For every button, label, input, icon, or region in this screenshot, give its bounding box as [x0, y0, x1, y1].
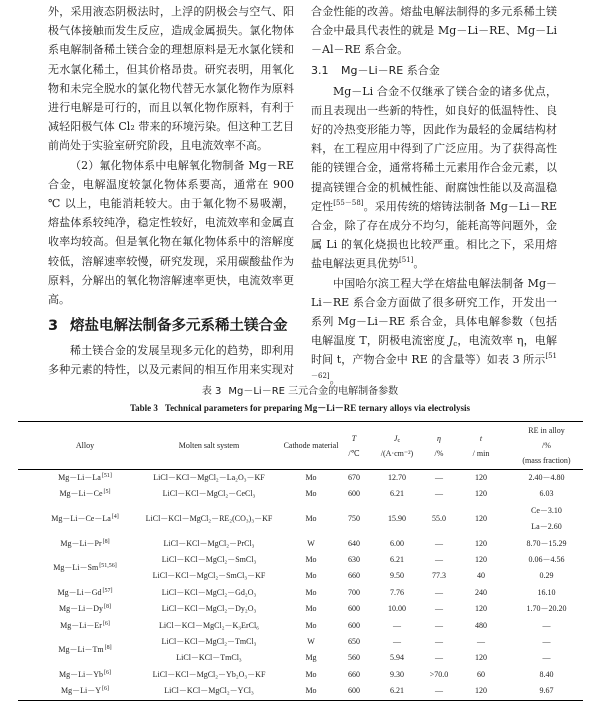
re-content-value: 8.70－15.29 — [526, 538, 567, 548]
re-content-cell — [510, 601, 583, 617]
temperature-cell: 660 — [348, 669, 360, 679]
table-header-row — [18, 422, 583, 470]
current-efficiency-cell: — — [435, 489, 443, 499]
current-efficiency-cell: — — [435, 604, 443, 614]
subsection-number: 3.1 — [311, 63, 329, 77]
header-label: Molten salt system — [178, 441, 240, 450]
cathode-cell: Mo — [305, 514, 317, 524]
re-content-value: 16.10 — [537, 587, 556, 597]
re-content-cell — [510, 470, 583, 487]
table-row — [18, 618, 583, 634]
header-unit: /℃ — [348, 448, 360, 458]
re-content-cell — [510, 667, 583, 683]
alloy-cell — [18, 470, 136, 487]
symbol-t-lower: t — [479, 433, 483, 443]
molten-salt-cell: LiCl－KCl－MgCl₂－RE₂(CO₃)₃－KF — [145, 514, 273, 524]
alloy-name: Mg－Li－Ce－La — [51, 514, 111, 524]
molten-salt-cell: LiCl－KCl－MgCl₂－YCl₃ — [164, 686, 254, 696]
temperature-cell: 600 — [348, 620, 360, 630]
time-cell: 120 — [475, 538, 487, 548]
table-row — [18, 486, 583, 502]
molten-salt-cell: LiCl－KCl－MgCl₂－SmCl₃ — [161, 555, 257, 565]
re-content-value: — — [542, 653, 551, 663]
current-density-cell: 5.94 — [390, 653, 404, 663]
paragraph-mg-li-alloys — [311, 82, 557, 274]
table-header — [18, 422, 583, 470]
time-cell: 120 — [475, 686, 487, 696]
citation: [51] — [399, 256, 414, 265]
current-density-cell: 15.90 — [388, 514, 406, 524]
table-label-en: Table 3 — [129, 403, 158, 413]
current-density-cell: 12.70 — [388, 473, 406, 482]
re-content-value: 0.06－4.56 — [528, 555, 565, 565]
current-efficiency-cell: — — [435, 538, 443, 548]
temperature-cell: 600 — [348, 489, 360, 499]
header-alloy — [18, 422, 136, 470]
temperature-cell: 660 — [348, 571, 360, 581]
molten-salt-cell: LiCl－KCl－MgCl₂－Yb₂O₃－KF — [152, 669, 266, 679]
header-time — [452, 422, 510, 470]
current-density-cell: 6.21 — [390, 489, 404, 499]
symbol-j: J — [393, 433, 398, 443]
alloy-citation: [4] — [111, 514, 119, 521]
alloy-citation: [8] — [104, 604, 111, 611]
temperature-cell: 750 — [348, 514, 360, 524]
alloy-cell — [18, 536, 136, 552]
current-density-cell: 6.00 — [390, 538, 404, 548]
subsection-title: Mg－Li－RE 系合金 — [341, 63, 440, 77]
table-row — [18, 552, 583, 568]
header-molten-salt — [136, 422, 282, 470]
time-cell: 120 — [475, 473, 487, 482]
re-content-value: 6.03 — [539, 489, 554, 499]
temperature-cell: 600 — [348, 604, 360, 614]
left-column — [48, 2, 294, 380]
cathode-cell: W — [307, 637, 315, 647]
re-content-cell — [510, 618, 583, 634]
time-cell: 40 — [477, 571, 485, 581]
alloy-name: Mg－Li－Er — [60, 620, 102, 630]
molten-salt-cell: LiCl－KCl－MgCl₂－Gd₂O₃ — [161, 587, 257, 597]
current-density-cell: 6.21 — [390, 686, 404, 696]
re-content-value: Ce－3.10 — [531, 505, 562, 515]
re-content-cell — [510, 536, 583, 552]
temperature-cell: 600 — [348, 686, 360, 696]
paragraph-section-intro: 稀土镁合金的发展呈现多元化的趋势，即利用多种元素的特性，以及元素间的相互作用来实现对 — [48, 344, 294, 377]
molten-salt-cell: LiCl－KCl－MgCl₂－CeCl₃ — [162, 489, 256, 499]
current-efficiency-cell: — — [435, 653, 443, 663]
header-line: (mass fraction) — [522, 456, 571, 465]
re-content-cell — [510, 683, 583, 700]
header-unit: /% — [434, 448, 444, 458]
table-row — [18, 470, 583, 487]
molten-salt-cell: LiCl－KCl－MgCl₂－TmCl₃ — [161, 637, 257, 647]
header-symbol — [340, 431, 368, 446]
table-caption-en: Technical parameters for preparing Mg－Li－RE ternary alloys via electrolysis — [164, 403, 471, 413]
re-content-cell — [510, 552, 583, 568]
section-heading — [48, 311, 294, 341]
text-run: 。 — [413, 257, 425, 271]
citation: [55－58] — [333, 198, 364, 207]
cathode-cell: Mo — [305, 555, 317, 565]
current-efficiency-cell: >70.0 — [429, 669, 449, 679]
alloy-citation: [57] — [102, 587, 113, 594]
subscript-c: c — [453, 340, 458, 349]
cathode-cell: Mo — [305, 489, 317, 499]
time-cell: 480 — [475, 620, 487, 630]
alloy-name: Mg－Li－Y — [61, 686, 101, 696]
header-current-efficiency — [426, 422, 452, 470]
paragraph-fluoride-system: （2）氟化物体系中电解氧化物制备 Mg－RE 合金，电解温度较氯化物体系要高，通常在 900 ℃ 以上，电能消耗较大。由于氟化物不易吸潮，熔盐体系较纯净，稳定性较好，电流效率和金属直收率均较高。但是氧化物在氟化物体系中的溶解度较低，溶解速率较慢，研究发现，采用碳酸盐作为原料，分解出的氧化物溶解速率更快，电流效率更高。 — [48, 158, 294, 307]
current-density-cell: 9.30 — [390, 669, 404, 679]
temperature-cell: 670 — [348, 473, 360, 482]
time-cell: 120 — [475, 604, 487, 614]
current-efficiency-cell: — — [435, 555, 443, 565]
text-run: 。采用传统的熔铸法制备 Mg－Li－RE 合金，除了存在成分不均匀，能耗高等问题外，金属 Li 的氧化烧损也比较严重。相比之下，采用熔盐电解法更具优势 — [311, 199, 558, 271]
header-symbol — [426, 431, 452, 446]
molten-salt-cell: LiCl－KCl－MgCl₂－PrCl₃ — [163, 538, 255, 548]
cathode-cell: Mo — [305, 604, 317, 614]
alloy-citation: [51] — [101, 473, 112, 479]
re-content-value: — — [542, 637, 551, 647]
table-body — [18, 470, 583, 701]
paragraph-continued: 外，采用液态阴极法时，上浮的阴极会与空气、阳极气体接触而发生反应，造成金属损失。氯化物体系电解制备稀土镁合金的理想原料是无水氯化镁和无水氯化稀土，但其价格昂贵。研究表明，用氧化物和未完全脱水的氯化物代替无水氯化物作为原料进行电解是可行的，而且以氧化物作原料，有利于减轻阳极气体 Cl₂ 带来的环境污染。但这种工艺目前尚处于实验室研究阶段，且电流效率不高。 — [48, 5, 294, 153]
re-content-value: 2.40－4.80 — [528, 473, 565, 482]
re-content-value: 9.67 — [539, 686, 554, 696]
alloy-cell — [18, 503, 136, 536]
alloy-citation: [5] — [103, 489, 111, 496]
re-content-cell — [510, 650, 583, 666]
alloy-citation: [51,56] — [99, 563, 117, 570]
header-label: Cathode material — [283, 441, 339, 450]
header-symbol — [452, 431, 510, 446]
alloy-cell — [18, 601, 136, 617]
text-run: 。 — [329, 372, 341, 386]
cathode-cell: Mo — [305, 473, 317, 482]
text-run: 中国哈尔滨工程大学在熔盐电解法制备 Mg－Li－RE 系合金方面做了很多研究工作，开发出一系列 Mg－Li－RE 系合金，具体电解参数（包括电解温度 T，阴极电流密度 — [311, 276, 557, 348]
time-cell: 240 — [475, 587, 487, 597]
table-row — [18, 634, 583, 650]
molten-salt-cell: LiCl－KCl－MgCl₂－La₂O₃－KF — [153, 473, 265, 482]
section-number: 3 — [48, 318, 59, 335]
header-cathode — [282, 422, 340, 470]
header-unit: /(A·cm⁻²) — [380, 448, 414, 458]
cathode-cell: Mg — [305, 653, 317, 663]
current-density-cell: — — [393, 620, 401, 630]
alloy-name: Mg－Li－Gd — [57, 587, 102, 597]
table-row — [18, 585, 583, 601]
temperature-cell: 650 — [348, 637, 360, 647]
header-symbol — [368, 431, 426, 446]
current-density-cell: — — [393, 637, 401, 647]
re-content-value: — — [542, 620, 551, 630]
alloy-name: Mg－Li－Pr — [60, 538, 102, 548]
subscript-c: c — [397, 437, 401, 444]
alloy-name: Mg－Li－Ce — [59, 489, 103, 499]
alloy-cell — [18, 634, 136, 667]
cathode-cell: Mo — [305, 620, 317, 630]
symbol-eta: η — [437, 433, 441, 443]
alloy-name: Mg－Li－Tm — [58, 645, 104, 655]
time-cell: 120 — [475, 489, 487, 499]
alloy-name: Mg－Li－La — [58, 473, 101, 482]
re-content-value: La－2.60 — [531, 522, 562, 532]
table-row — [18, 683, 583, 700]
current-efficiency-cell: — — [435, 637, 443, 647]
time-cell: — — [477, 637, 485, 647]
re-content-cell — [510, 634, 583, 650]
citation: [51－62] — [311, 352, 557, 380]
time-cell: 120 — [475, 555, 487, 565]
re-content-value: 8.40 — [539, 669, 554, 679]
re-content-cell — [510, 486, 583, 502]
header-unit: / min — [472, 448, 490, 458]
alloy-cell — [18, 683, 136, 700]
table-row — [18, 536, 583, 552]
molten-salt-cell: LiCl－KCl－MgCl₂－K₃ErCl₆ — [159, 620, 259, 630]
alloy-cell — [18, 486, 136, 502]
symbol-j: J — [448, 334, 454, 348]
cathode-cell: W — [307, 538, 315, 548]
alloy-name: Mg－Li－Sm — [53, 563, 99, 573]
header-line: RE in alloy — [528, 426, 565, 435]
cathode-cell: Mo — [305, 587, 317, 597]
time-cell: 60 — [477, 669, 485, 679]
header-current-density — [368, 422, 426, 470]
re-content-cell — [510, 585, 583, 601]
current-efficiency-cell: 77.3 — [432, 571, 446, 581]
subsection-heading — [311, 60, 557, 82]
current-efficiency-cell: — — [435, 587, 443, 597]
paragraph-harbin-research — [311, 274, 557, 389]
cathode-cell: Mo — [305, 686, 317, 696]
table-row — [18, 667, 583, 683]
table-title-en — [0, 400, 600, 417]
temperature-cell: 640 — [348, 538, 360, 548]
text-run: Mg－Li 合金不仅继承了镁合金的诸多优点，而且表现出一些新的特性，如良好的低温特性、良好的冷热变形能力等，因此作为最轻的金属结构材料，在工程应用中得到了广泛应用。为了获得高性能的镁锂合金，通常将稀土元素用作合金元素，以提高镁锂合金的机械性能、耐腐蚀性能以及高温稳定性 — [311, 84, 557, 213]
table-title-cn — [0, 383, 600, 401]
time-cell: 120 — [475, 653, 487, 663]
text-run: ，电流效率 η，电解时间 t，产物合金中 RE 的含量等）如表 3 所示 — [311, 334, 557, 367]
header-re-content — [510, 422, 583, 470]
table-label-cn: 表 3 — [201, 386, 222, 397]
re-content-cell — [510, 503, 583, 536]
table-row — [18, 503, 583, 536]
alloy-citation: [6] — [102, 620, 110, 627]
temperature-cell: 700 — [348, 587, 360, 597]
molten-salt-cell: LiCl－KCl－MgCl₂－SmCl₃－KF — [152, 571, 266, 581]
section-title: 熔盐电解法制备多元系稀土镁合金 — [70, 318, 288, 335]
current-density-cell: 9.50 — [390, 571, 404, 581]
alloy-name: Mg－Li－Dy — [59, 604, 103, 614]
parameters-table — [18, 421, 583, 701]
temperature-cell: 630 — [348, 555, 360, 565]
re-content-value: 0.29 — [539, 571, 554, 581]
header-unit: /% — [542, 441, 551, 450]
header-temperature — [340, 422, 368, 470]
re-content-value: 1.70－20.20 — [526, 604, 567, 614]
re-content-cell — [510, 568, 583, 584]
alloy-cell — [18, 552, 136, 585]
current-density-cell: 6.21 — [390, 555, 404, 565]
molten-salt-cell: LiCl－KCl－TmCl₃ — [176, 653, 242, 663]
current-density-cell: 10.00 — [388, 604, 406, 614]
alloy-citation: [6] — [104, 669, 111, 676]
right-column — [311, 2, 557, 389]
header-label: Alloy — [75, 441, 95, 450]
table-row — [18, 601, 583, 617]
alloy-cell — [18, 585, 136, 601]
alloy-citation: [6] — [102, 686, 109, 693]
alloy-citation: [8] — [104, 645, 112, 652]
current-efficiency-cell: — — [435, 620, 443, 630]
cathode-cell: Mo — [305, 571, 317, 581]
current-density-cell: 7.76 — [390, 587, 404, 597]
alloy-cell — [18, 618, 136, 634]
temperature-cell: 560 — [348, 653, 360, 663]
time-cell: 120 — [475, 514, 487, 524]
current-efficiency-cell: — — [435, 686, 443, 696]
symbol-t-upper: T — [351, 433, 357, 443]
molten-salt-cell: LiCl－KCl－MgCl₂－Dy₂O₃ — [161, 604, 257, 614]
alloy-citation: [8] — [102, 538, 110, 545]
table-caption-cn: Mg－Li－RE 三元合金的电解制备参数 — [228, 386, 399, 397]
current-efficiency-cell: 55.0 — [432, 514, 446, 524]
alloy-cell — [18, 667, 136, 683]
paragraph-continued: 合金性能的改善。熔盐电解法制得的多元系稀土镁合金中最具代表性的就是 Mg－Li－RE、Mg－Li－Al－RE 系合金。 — [311, 5, 557, 57]
cathode-cell: Mo — [305, 669, 317, 679]
current-efficiency-cell: — — [435, 473, 443, 482]
alloy-name: Mg－Li－Yb — [59, 669, 103, 679]
